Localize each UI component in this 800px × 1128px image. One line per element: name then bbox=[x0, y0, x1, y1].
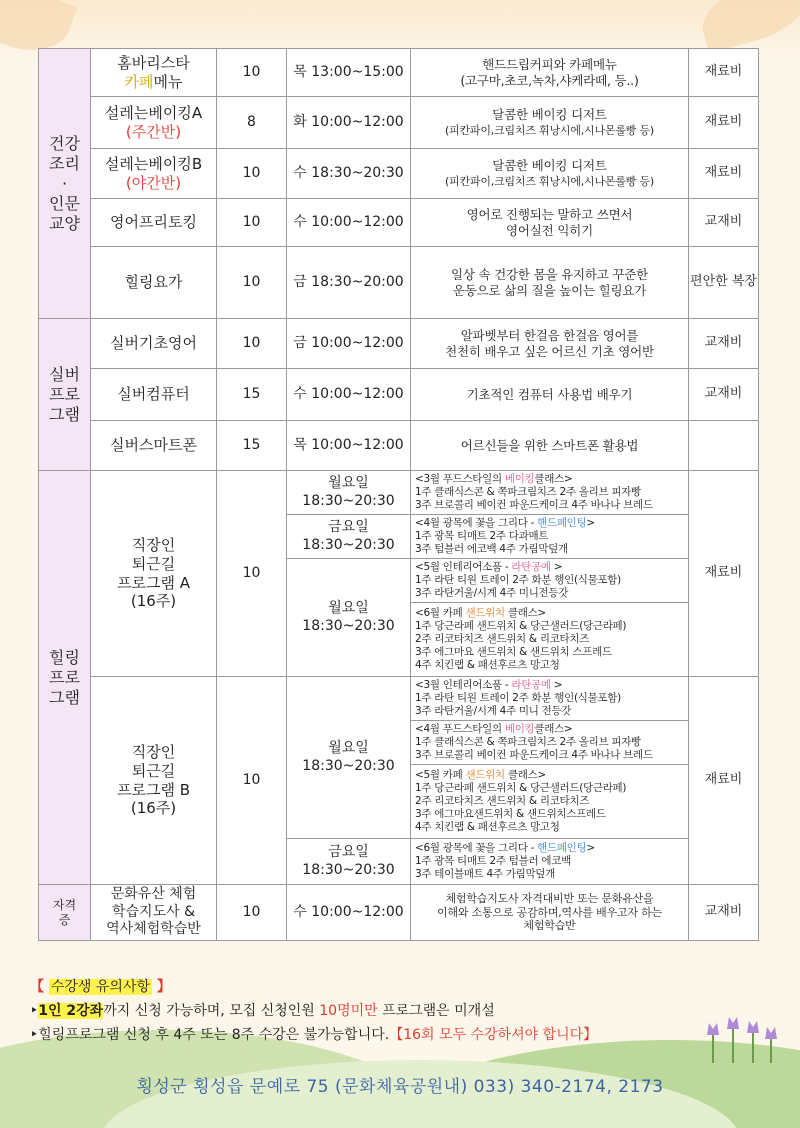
program-description: 영어로 진행되는 말하고 쓰면서 영어실전 익히기 bbox=[411, 199, 689, 247]
fee-type: 재료비 bbox=[689, 677, 759, 885]
schedule-day: 금요일 18:30~20:30 bbox=[287, 839, 411, 885]
footer-address: 횡성군 횡성읍 문예로 75 (문화체육공원내) 033) 340-2174, 2173 bbox=[136, 1077, 664, 1097]
curriculum-item: <5월 인테리어소품 - 라탄공예 > 1주 라탄 티원 트레이 2주 화분 행인(식물포함) 3주 라탄거울/시계 4주 미니전등갓 bbox=[411, 559, 689, 603]
fee-type bbox=[689, 421, 759, 471]
capacity: 10 bbox=[217, 247, 287, 319]
notice-section bbox=[30, 975, 597, 1047]
program-name: 실버기초영어 bbox=[91, 319, 217, 369]
fee-type: 교재비 bbox=[689, 369, 759, 421]
schedule-day: 월요일 18:30~20:30 bbox=[287, 559, 411, 677]
table-row bbox=[39, 885, 759, 941]
capacity: 10 bbox=[217, 149, 287, 199]
capacity: 15 bbox=[217, 369, 287, 421]
capacity: 15 bbox=[217, 421, 287, 471]
program-name: 설레는베이킹A (주간반) bbox=[91, 97, 217, 149]
fee-type: 재료비 bbox=[689, 49, 759, 97]
fee-type: 교재비 bbox=[689, 885, 759, 941]
curriculum-item: <4월 광목에 꽃을 그리다 - 핸드페인팅> 1주 광목 티매트 2주 다과매트 3주 텀블러 에코백 4주 가림막덮개 bbox=[411, 515, 689, 559]
program-description: 체험학습지도사 자격대비반 또는 문화유산을 이해와 소통으로 공감하며,역사를 배우고자 하는 체험학습반 bbox=[411, 885, 689, 941]
program-name: 문화유산 체험 학습지도사 & 역사체험학습반 bbox=[91, 885, 217, 941]
program-description: 기초적인 컴퓨터 사용법 배우기 bbox=[411, 369, 689, 421]
tulip-flowers-icon bbox=[698, 1015, 784, 1065]
capacity: 10 bbox=[217, 471, 287, 677]
curriculum-item: <6월 카페 샌드위치 클래스> 1주 당근라페 샌드위치 & 당근샐러드(당근라페) 2주 리코타치즈 샌드위치 & 리코타치즈 3주 에그마요 샌드위치 & 샌드위치 스프레드 4주 치킨랩 & 패션후르츠 망고청 bbox=[411, 603, 689, 677]
curriculum-item: <5월 카페 샌드위치 클래스> 1주 당근라페 샌드위치 & 당근샐러드(당근라페) 2주 리코타치즈 샌드위치 & 리코타치즈 3주 에그마요샌드위치 & 샌드위치스프레드 4주 치킨랩 & 패션후르츠 망고청 bbox=[411, 765, 689, 839]
schedule-time: 목 13:00~15:00 bbox=[287, 49, 411, 97]
schedule-time: 화 10:00~12:00 bbox=[287, 97, 411, 149]
capacity: 10 bbox=[217, 677, 287, 885]
fee-type: 재료비 bbox=[689, 97, 759, 149]
schedule-day: 월요일 18:30~20:30 bbox=[287, 471, 411, 515]
program-description: 핸드드립커피와 카페메뉴 (고구마,초코,녹차,샤케라떼, 등..) bbox=[411, 49, 689, 97]
fee-type: 교재비 bbox=[689, 319, 759, 369]
capacity: 10 bbox=[217, 199, 287, 247]
schedule-time: 금 18:30~20:00 bbox=[287, 247, 411, 319]
fee-type: 교재비 bbox=[689, 199, 759, 247]
schedule-time: 목 10:00~12:00 bbox=[287, 421, 411, 471]
schedule-day: 월요일 18:30~20:30 bbox=[287, 677, 411, 839]
program-description: 달콤한 베이킹 디저트 (피칸파이,크림치즈 휘낭시에,시나몬롤빵 등) bbox=[411, 149, 689, 199]
program-name: 영어프리토킹 bbox=[91, 199, 217, 247]
program-description: 어르신들을 위한 스마트폰 활용법 bbox=[411, 421, 689, 471]
schedule-time: 수 10:00~12:00 bbox=[287, 199, 411, 247]
schedule-time: 수 10:00~12:00 bbox=[287, 369, 411, 421]
capacity: 10 bbox=[217, 885, 287, 941]
program-name: 홈바리스타 카페메뉴 bbox=[91, 49, 217, 97]
category-cert: 자격 증 bbox=[39, 885, 91, 941]
table-row bbox=[39, 247, 759, 319]
curriculum-item: <3월 인테리어소품 - 라탄공예 > 1주 라탄 티원 트레이 2주 화분 행인(식물포함) 3주 라탄거울/시계 4주 미니 전등갓 bbox=[411, 677, 689, 721]
program-description: 달콤한 베이킹 디저트 (피칸파이,크림치즈 휘낭시에,시나몬롤빵 등) bbox=[411, 97, 689, 149]
program-name-b: 직장인 퇴근길 프로그램 B (16주) bbox=[91, 677, 217, 885]
table-row bbox=[39, 149, 759, 199]
schedule-time: 수 18:30~20:30 bbox=[287, 149, 411, 199]
table-row bbox=[39, 471, 759, 515]
capacity: 8 bbox=[217, 97, 287, 149]
table-row bbox=[39, 199, 759, 247]
notice-line-2: ‣힐링프로그램 신청 후 4주 또는 8주 수강은 불가능합니다.【16회 모두 수강하셔야 합니다】 bbox=[30, 1027, 598, 1043]
table-row bbox=[39, 319, 759, 369]
schedule-time: 금 10:00~12:00 bbox=[287, 319, 411, 369]
program-description: 일상 속 건강한 몸을 유지하고 꾸준한 운동으로 삶의 질을 높이는 힐링요가 bbox=[411, 247, 689, 319]
fee-type: 재료비 bbox=[689, 471, 759, 677]
program-name: 설레는베이킹B (야간반) bbox=[91, 149, 217, 199]
fee-type: 재료비 bbox=[689, 149, 759, 199]
schedule-time: 수 10:00~12:00 bbox=[287, 885, 411, 941]
table-row bbox=[39, 677, 759, 721]
notice-title: 【 수강생 유의사항 】 bbox=[30, 979, 171, 995]
program-schedule-table bbox=[38, 48, 759, 941]
table-row bbox=[39, 369, 759, 421]
curriculum-item: <4월 푸드스타일의 베이킹클래스> 1주 클래식스콘 & 쪽파크림치즈 2주 올리브 피자빵 3주 브로콜리 베이컨 파운드케이크 4주 바나나 브레드 bbox=[411, 721, 689, 765]
fee-type: 편안한 복장 bbox=[689, 247, 759, 319]
category-health-culture: 건강 조리 · 인문 교양 bbox=[39, 49, 91, 319]
schedule-day: 금요일 18:30~20:30 bbox=[287, 515, 411, 559]
table-row bbox=[39, 421, 759, 471]
program-name: 실버컴퓨터 bbox=[91, 369, 217, 421]
program-name-a: 직장인 퇴근길 프로그램 A (16주) bbox=[91, 471, 217, 677]
capacity: 10 bbox=[217, 49, 287, 97]
program-name: 힐링요가 bbox=[91, 247, 217, 319]
program-description: 알파벳부터 한걸음 한걸음 영어를 천천히 배우고 싶은 어르신 기초 영어반 bbox=[411, 319, 689, 369]
curriculum-item: <6월 광목에 꽃을 그리다 - 핸드페인팅> 1주 광목 티매트 2주 텀블러 에코백 3주 테이블매트 4주 가림막덮개 bbox=[411, 839, 689, 885]
notice-line-1: ‣1인 2강좌까지 신청 가능하며, 모집 신청인원 10명미만 프로그램은 미개설 bbox=[30, 1003, 495, 1019]
category-healing: 힐링 프로 그램 bbox=[39, 471, 91, 885]
table-row bbox=[39, 49, 759, 97]
category-silver: 실버 프로 그램 bbox=[39, 319, 91, 471]
program-name: 실버스마트폰 bbox=[91, 421, 217, 471]
table-row bbox=[39, 97, 759, 149]
capacity: 10 bbox=[217, 319, 287, 369]
curriculum-item: <3월 푸드스타일의 베이킹클래스> 1주 클래식스콘 & 쪽파크림치즈 2주 올리브 피자빵 3주 브로콜리 베이컨 파운드케이크 4주 바나나 브레드 bbox=[411, 471, 689, 515]
